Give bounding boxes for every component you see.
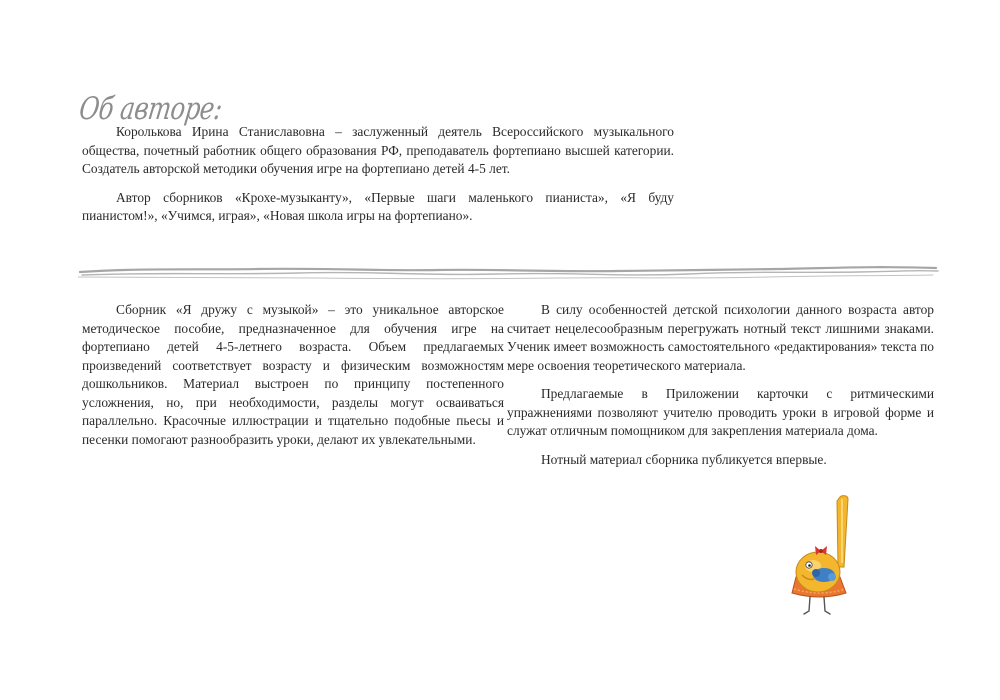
author-bio-paragraph: Королькова Ирина Станиславовна – заслуженный деятель Всероссийского музыкального общества, почетный работник общего образования РФ, преподаватель фортепиано высшей категории. Создатель авторской методики обучения игре на фортепиано детей 4-5 лет. (82, 124, 674, 176)
musical-note-mascot-illustration (782, 493, 864, 617)
collection-description-paragraph: Сборник «Я дружу с музыкой» – это уникальное авторское методическое пособие, предназначенное для обучения игре на фортепиано детей 4-5-летнего возраста. Объем предлагаемых произведений соответствует возрасту и физическим возможностям дошкольников. Материал выстроен по принципу постепенного усложнения, но, при необходимости, разделы могут осваиваться параллельно. Красочные иллюстрации и тщательно подобные пьесы и песенки помогают разнообразить уроки, делают их увлекательными. (82, 302, 504, 447)
author-works-paragraph: Автор сборников «Крохе-музыканту», «Первые шаги маленького пианиста», «Я буду пианистом!», «Учимся, играя», «Новая школа игры на фортепиано». (82, 189, 674, 223)
right-column (507, 301, 934, 479)
first-publication-paragraph: Нотный материал сборника публикуется впервые. (541, 451, 827, 467)
author-section (82, 123, 674, 236)
cards-paragraph: Предлагаемые в Приложении карточки с ритмическими упражнениями позволяют учителю проводить уроки в игровой форме и служат отличным помощником для закрепления материала дома. (507, 386, 934, 438)
psychology-paragraph: В силу особенностей детской психологии данного возраста автор считает нецелесообразным перегружать нотный текст лишними знаками. Ученик имеет возможность самостоятельного «редактирования» текста по мере освоения теоретического материала. (507, 302, 934, 373)
sketch-divider (78, 258, 940, 282)
left-column (82, 301, 504, 459)
page-heading: Об авторе: (76, 90, 225, 127)
